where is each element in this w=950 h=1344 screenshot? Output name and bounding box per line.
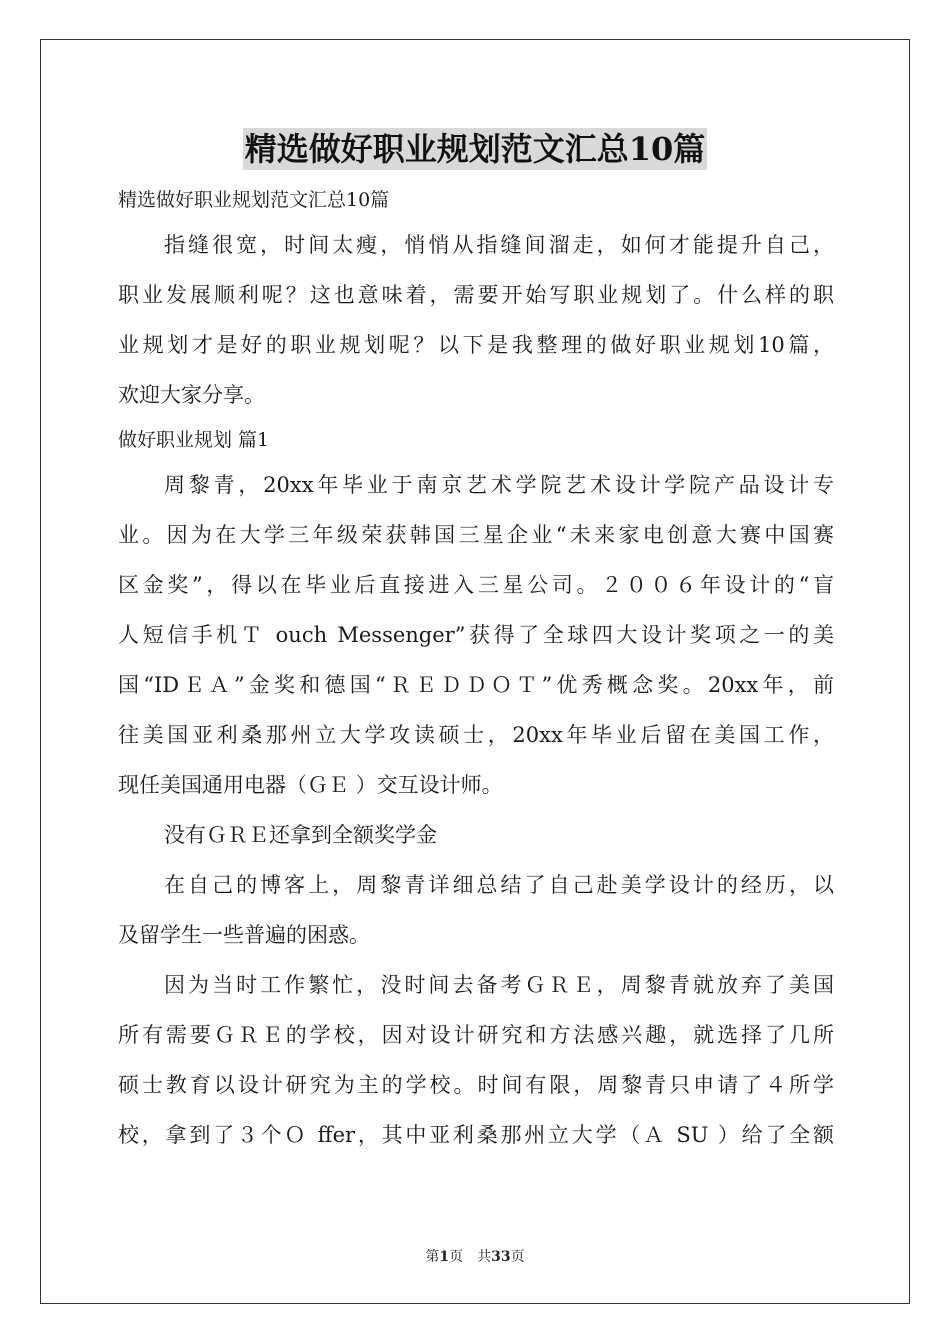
blog-line-2: 及留学生一些普遍的困惑。 bbox=[118, 923, 370, 947]
document-subtitle: 精选做好职业规划范文汇总10篇 bbox=[118, 189, 390, 211]
footer-prefix: 第 bbox=[425, 1249, 440, 1265]
intro-line-1: 指缝很宽，时间太瘦，悄悄从指缝间溜走，如何才能提升自己， bbox=[164, 233, 834, 257]
document-title: 精选做好职业规划范文汇总10篇 bbox=[244, 130, 706, 168]
intro-line-4: 欢迎大家分享。 bbox=[118, 383, 265, 407]
blog-line-1: 在自己的博客上，周黎青详细总结了自己赴美学设计的经历，以 bbox=[164, 873, 834, 897]
bio-line-1: 周黎青，20xx年毕业于南京艺术学院艺术设计学院产品设计专 bbox=[164, 473, 834, 497]
document-body bbox=[118, 180, 834, 1160]
footer-page-number: 1 bbox=[439, 1249, 450, 1265]
bio-line-2: 业。因为在大学三年级荣获韩国三星企业“未来家电创意大赛中国赛 bbox=[118, 523, 834, 547]
intro-line-2: 职业发展顺利呢？这也意味着，需要开始写职业规划了。什么样的职 bbox=[118, 283, 834, 307]
footer-total-pages: 33 bbox=[491, 1249, 511, 1265]
page-footer bbox=[0, 1246, 950, 1266]
bio-line-5: 国“IDＥＡ”金奖和德国“ＲＥＤＤＯＴ”优秀概念奖。20xx年，前 bbox=[118, 673, 834, 697]
bio-line-4: 人短信手机Ｔ ouch Messenger”获得了全球四大设计奖项之一的美 bbox=[118, 623, 834, 647]
gre-heading-line: 没有ＧＲＥ还拿到全额奖学金 bbox=[164, 823, 437, 847]
section-heading: 做好职业规划 篇1 bbox=[118, 429, 270, 451]
footer-suffix: 页 bbox=[510, 1249, 525, 1265]
title-container bbox=[0, 128, 950, 170]
gre-line-4: 校，拿到了３个Ｏ ffer，其中亚利桑那州立大学（Ａ SU ）给了全额 bbox=[118, 1123, 834, 1147]
bio-line-7: 现任美国通用电器（ＧＥ ）交互设计师。 bbox=[118, 773, 503, 797]
intro-line-3: 业规划才是好的职业规划呢？以下是我整理的做好职业规划10篇， bbox=[118, 333, 834, 357]
gre-line-1: 因为当时工作繁忙，没时间去备考ＧＲＥ，周黎青就放弃了美国 bbox=[164, 973, 834, 997]
gre-line-2: 所有需要ＧＲＥ的学校，因对设计研究和方法感兴趣，就选择了几所 bbox=[118, 1023, 834, 1047]
bio-line-3: 区金奖”，得以在毕业后直接进入三星公司。２００６年设计的“盲 bbox=[118, 573, 834, 597]
bio-line-6: 往美国亚利桑那州立大学攻读硕士，20xx年毕业后留在美国工作， bbox=[118, 723, 834, 747]
footer-mid: 页 共 bbox=[449, 1249, 492, 1265]
gre-line-3: 硕士教育以设计研究为主的学校。时间有限，周黎青只申请了４所学 bbox=[118, 1073, 834, 1097]
